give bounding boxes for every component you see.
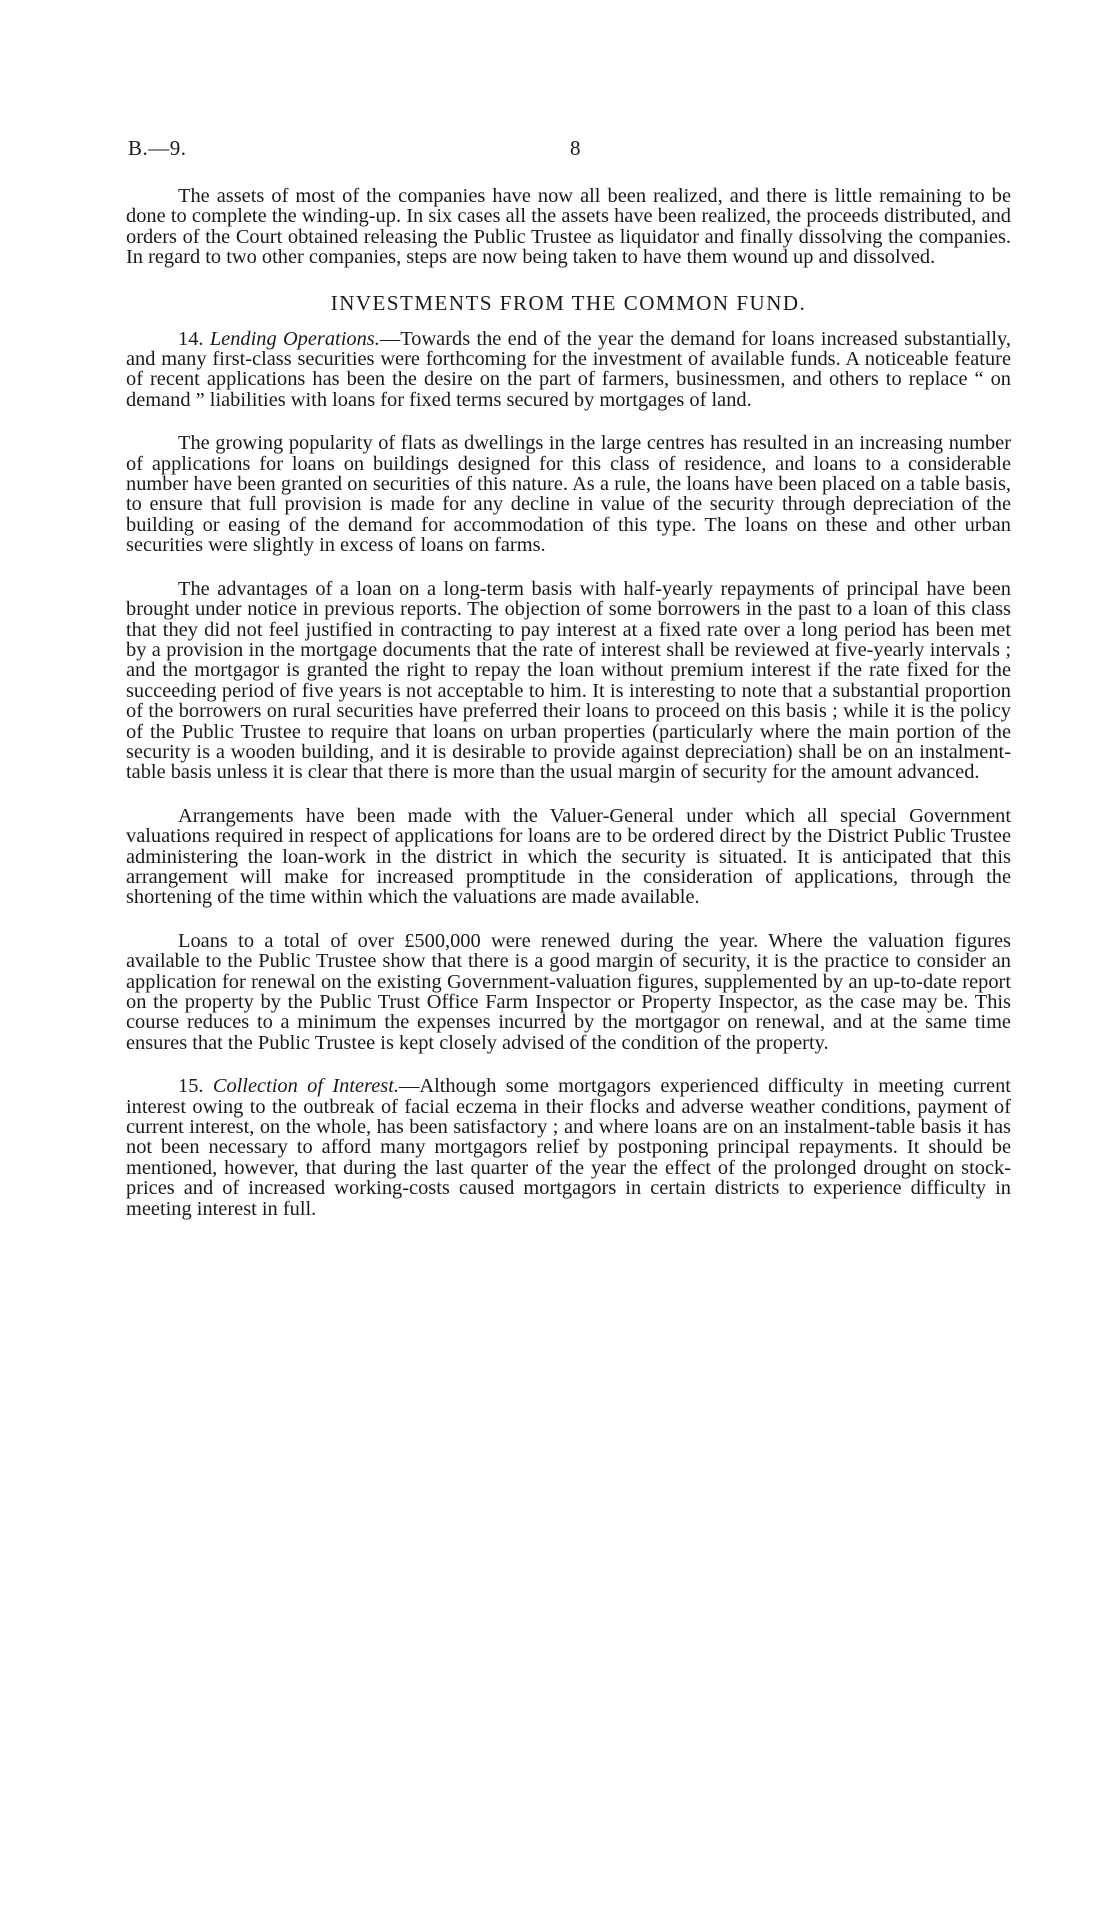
paragraph-long-term-loans: The advantages of a loan on a long-term basis with half-yearly repayments of principal have been brought under notice in previous reports. The objection of some borrowers in the past to a loan of this class that they did not feel justified in contracting to pay interest at a fixed rate over a long period has been met by a provision in the mortgage documents that the rate of interest shall be reviewed at five-yearly intervals ; and the mortgagor is granted the right to repay the loan without premium interest if the rate fixed for the succeeding period of five years is not acceptable to him. It is interesting to note that a substantial proportion of the borrowers on rural securities have preferred their loans to proceed on this basis ; while it is the policy of the Public Trustee to require that loans on urban properties (particularly where the main portion of the security is a wooden building, and it is desirable to provide against depreciation) shall be on an instalment-table basis unless it is clear that there is more than the usual margin of security for the amount advanced.	[126, 577, 1011, 784]
document-reference: B.—9.	[128, 136, 187, 160]
page-number: 8	[570, 136, 581, 160]
paragraph-valuer-general: Arrangements have been made with the Valuer-General under which all special Government valuations required in respect of applications for loans are to be ordered direct by the District Public Trustee administering the loan-work in the district in which the security is situated. It is anticipated that this arrangement will make for increased promptitude in the consideration of applications, through the shortening of the time within which the valuations are made available.	[126, 804, 1011, 909]
document-body	[126, 186, 1011, 1242]
paragraph-flats: The growing popularity of flats as dwellings in the large centres has resulted in an increasing number of applications for loans on buildings designed for this class of residence, and loans to a considerable number have been granted on securities of this nature. As a rule, the loans have been placed on a table basis, to ensure that full provision is made for any decline in value of the security through depreciation of the building or easing of the demand for accommodation of this type. The loans on these and other urban securities were slightly in excess of loans on farms.	[126, 432, 1011, 557]
section-15-title: Collection of Interest.	[212, 1075, 399, 1098]
section-15-number: 15.	[178, 1075, 204, 1098]
intro-paragraph: The assets of most of the companies have now all been realized, and there is little remaining to be done to complete the winding-up. In six cases all the assets have been realized, the proceeds distributed, and orders of the Court obtained releasing the Public Trustee as liquidator and finally dissolving the companies. In regard to two other companies, steps are now being taken to have them wound up and dissolved.	[126, 185, 1011, 269]
paragraph-renewals: Loans to a total of over £500,000 were renewed during the year. Where the valuation figures available to the Public Trustee show that there is a good margin of security, it is the practice to consider an application for renewal on the existing Government-valuation figures, supplemented by an up-to-date report on the property by the Public Trust Office Farm Inspector or Property Inspector, as the case may be. This course reduces to a minimum the expenses incurred by the mortgagor on renewal, and at the same time ensures that the Public Trustee is kept closely advised of the condition of the property.	[126, 929, 1011, 1054]
section-15-paragraph	[126, 1076, 1011, 1219]
section-14-number: 14.	[178, 327, 204, 350]
section-14-title: Lending Operations.	[209, 327, 380, 350]
section-15-text: —Although some mortgagors experienced difficulty in meeting current interest owing to the outbreak of facial eczema in their flocks and adverse weather conditions, payment of current interest, on the whole, has been satisfactory ; and where loans are on an instalment-table basis it has not been necessary to afford many mortgagors relief by postponing principal repayments. It should be mentioned, however, that during the last quarter of the year the effect of the prolonged drought on stock-prices and of increased working-costs caused mortgagors in certain districts to experience difficulty in meeting interest in full.	[126, 1075, 1011, 1220]
section-14-text: —Towards the end of the year the demand for loans increased substantially, and many first-class securities were forthcoming for the investment of available funds. A noticeable feature of recent applications has been the desire on the part of farmers, businessmen, and others to replace “ on demand ” liabilities with loans for fixed terms secured by mortgages of land.	[126, 327, 1011, 411]
section-heading: INVESTMENTS FROM THE COMMON FUND.	[330, 290, 807, 315]
section-14-paragraph	[126, 329, 1011, 411]
